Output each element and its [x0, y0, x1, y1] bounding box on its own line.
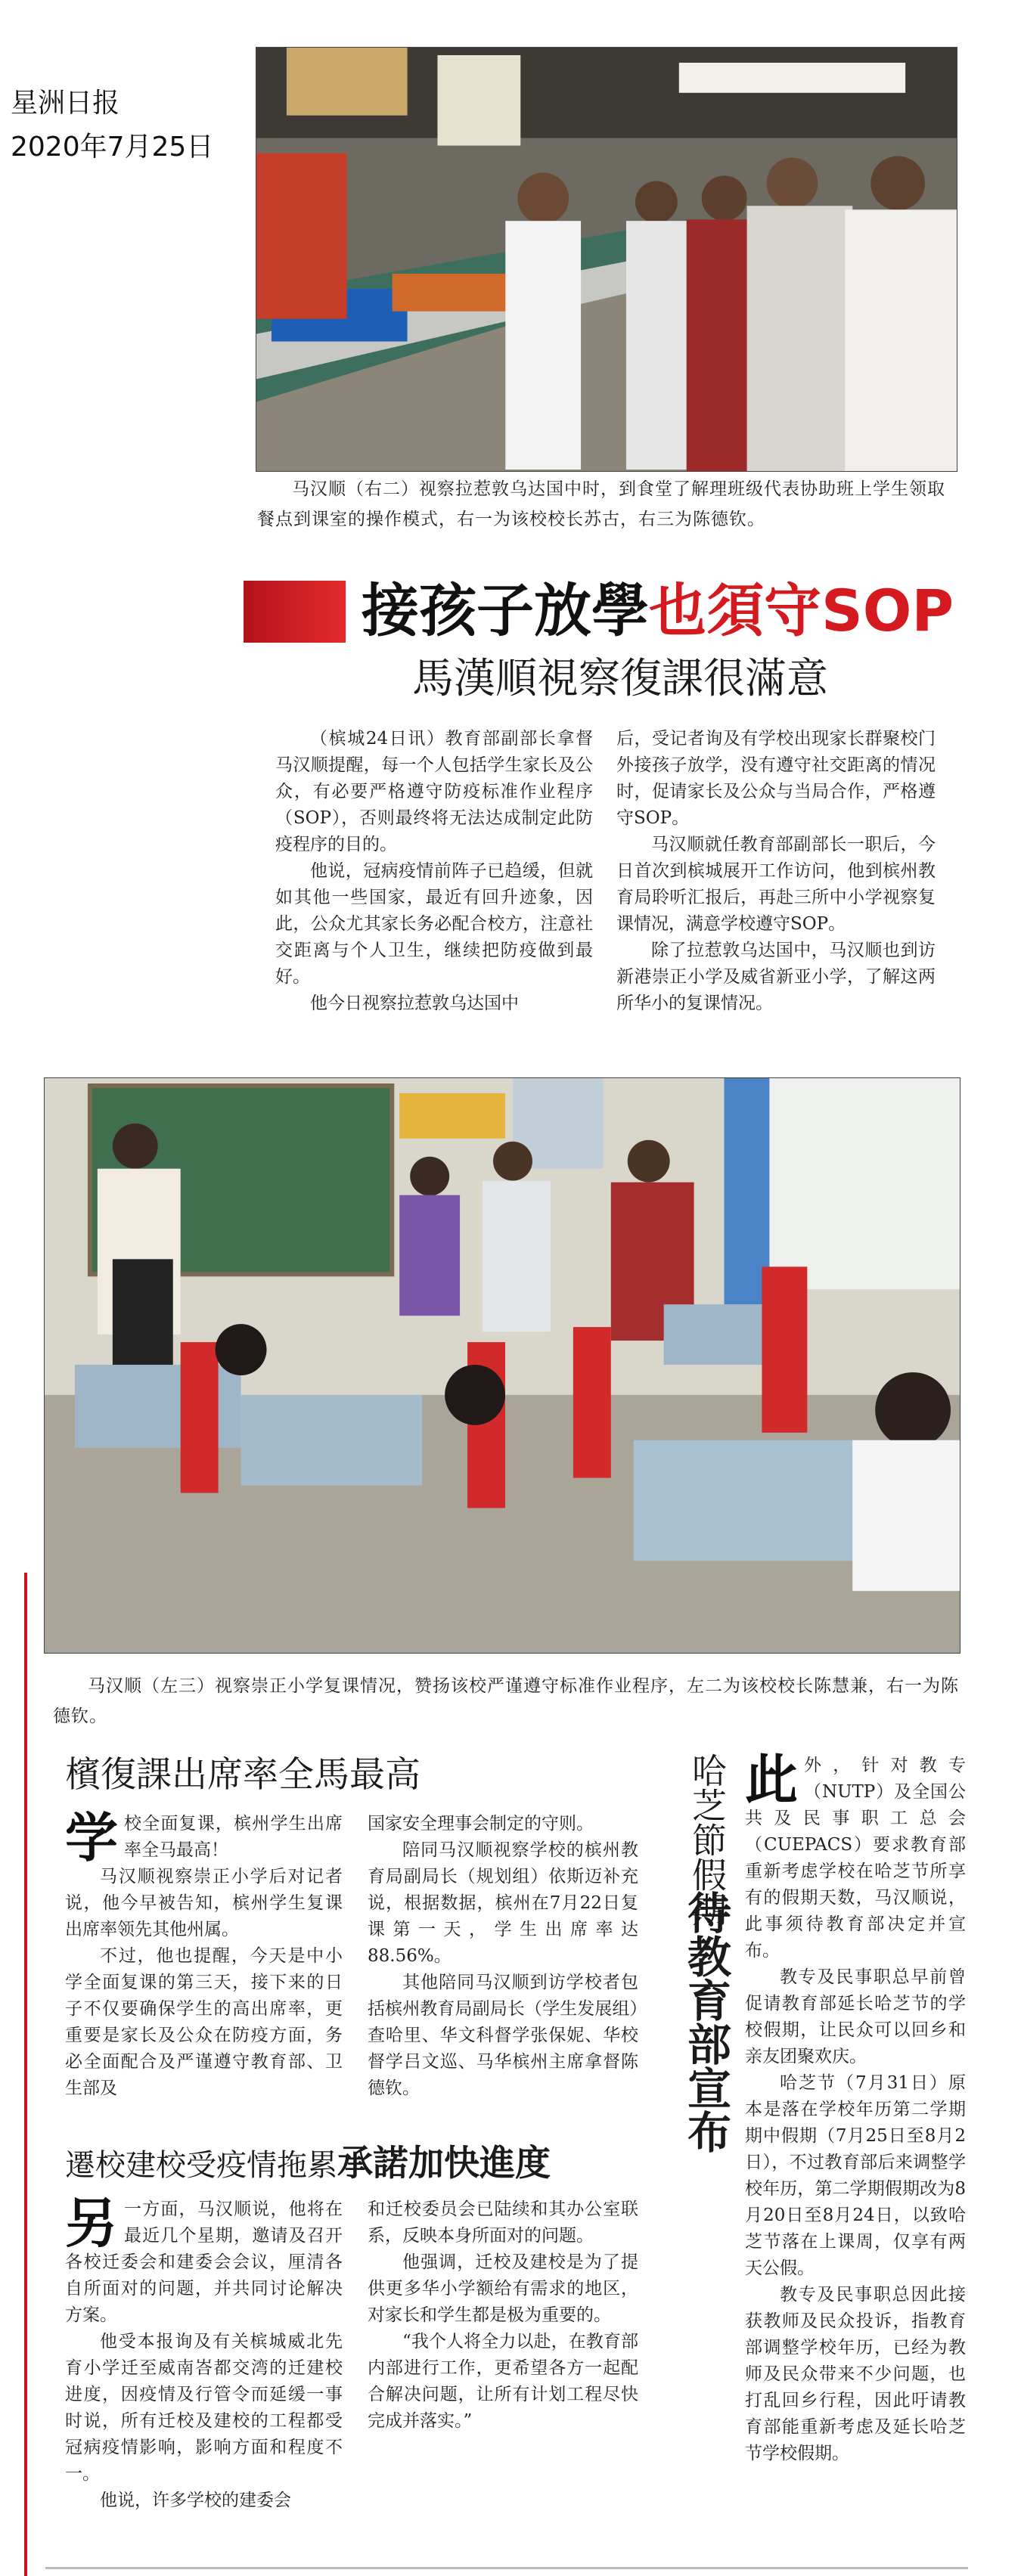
left-red-rule [24, 1573, 27, 2576]
top-photo-caption: 马汉顺（右二）视察拉惹敦乌达国中时，到食堂了解理班级代表协助班上学生领取餐点到课室的操作模式，右一为该校校长苏古，右三为陈德钦。 [257, 479, 945, 529]
masthead [11, 82, 237, 169]
paragraph: 他强调，迁校及建校是为了提供更多华小学额给有需求的地区，对家长和学生都是极为重要的。 [368, 2252, 638, 2325]
top-photo [256, 47, 957, 472]
paragraph: 和迁校委员会已陆续和其办公室联系，反映本身所面对的问题。 [368, 2199, 638, 2246]
section4-dropcap: 此 [745, 1749, 798, 1811]
section4-title-bold-wrap [681, 1890, 731, 2374]
section3-title-bold: 承諾加快進度 [337, 2143, 551, 2184]
paragraph: 马汉顺就任教育部副部长一职后，今日首次到槟城展开工作访问，他到槟州教育局聆听汇报后，再赴三所中小学视察复课情况，满意学校遵守SOP。 [616, 835, 936, 934]
paragraph: 除了拉惹敦乌达国中，马汉顺也到访新港崇正小学及威省新亚小学，了解这两所华小的复课情况。 [616, 941, 936, 1013]
headline-part2: 也須守SOP [649, 577, 954, 644]
section3-title [65, 2141, 640, 2188]
section4-title-bold: 待教育部宣布 [680, 1890, 731, 2153]
publication-date: 2020年7月25日 [11, 132, 214, 163]
paragraph: “我个人将全力以赴，在教育部内部进行工作，更希望各方一起配合解决问题，让所有计划工程尽快完成并落实。” [368, 2332, 638, 2431]
paragraph: 他今日视察拉惹敦乌达国中 [310, 994, 519, 1013]
subhead: 馬漢順視察復課很滿意 [412, 654, 829, 702]
section3-title-plain: 遷校建校受疫情拖累 [65, 2148, 337, 2183]
paragraph: （槟城24日讯）教育部副部长拿督马汉顺提醒，每一个人包括学生家长及公众，有必要严格遵守防疫标准作业程序（SOP），否则最终将无法达成制定此防疫程序的目的。 [275, 729, 593, 854]
bottom-rule [45, 2567, 968, 2569]
paragraph: 一方面，马汉顺说，他将在最近几个星期，邀请及召开各校迁委会和建委会会议，厘清各自所面对的问题，并共同讨论解决方案。 [65, 2199, 343, 2325]
paragraph: 教专及民事职总因此接获教师及民众投诉，指教育部调整学校年历，已经为教师及民众带来不少问题，也打乱回乡行程，因此吁请教育部能重新考虑及延长哈芝节学校假期。 [745, 2285, 966, 2463]
headline-part1: 接孩子放學 [362, 577, 649, 644]
section2-title: 檳復課出席率全馬最高 [65, 1754, 421, 1796]
paragraph: 校全面复课，槟州学生出席率全马最高！ [124, 1814, 343, 1860]
section3-col2 [368, 2196, 638, 2435]
paragraph: 教专及民事职总早前曾促请教育部延长哈芝节的学校假期，让民众可以回乡和亲友团聚欢庆。 [745, 1967, 966, 2066]
paper-name: 星洲日报 [11, 88, 120, 119]
paragraph: 国家安全理事会制定的守则。 [368, 1814, 594, 1834]
paragraph: 其他陪同马汉顺到访学校者包括槟州教育局副局长（学生发展组）查哈里、华文科督学张保妮、华校督学吕文巡、马华槟州主席拿督陈德钦。 [368, 1973, 638, 2098]
paragraph: 哈芝节（7月31日）原本是落在学校年历第二学期期中假期（7月25日至8月2日），不过教育部后来调整学校年历，第二学期假期改为8月20日至8月24日，以致哈芝节落在上课周，仅享有两天公假。 [745, 2073, 966, 2278]
article1-col2 [616, 726, 936, 1017]
paragraph: 陪同马汉顺视察学校的槟州教育局副局长（规划组）依斯迈补充说，根据数据，槟州在7月22日复课第一天，学生出席率达88.56%。 [368, 1840, 638, 1966]
class-photo [44, 1077, 960, 1654]
paragraph: 他说，许多学校的建委会 [100, 2491, 291, 2510]
paragraph: 他受本报询及有关槟城威北先育小学迁至威南峇都交湾的迁建校进度，因疫情及行管令而延缓一事时说，所有迁校及建校的工程都受冠病疫情影响，影响方面和程度不一。 [65, 2332, 343, 2484]
headline-red-bar [244, 581, 346, 643]
section3-dropcap: 另 [65, 2193, 118, 2255]
section4-col [745, 1749, 966, 2467]
article1-col1 [275, 726, 593, 1017]
section2-col2 [368, 1811, 638, 2102]
paragraph: 马汉顺视察崇正小学后对记者说，他今早被告知，槟州学生复课出席率领先其他州属。 [65, 1867, 343, 1939]
paragraph: 后，受记者询及有学校出现家长群聚校门外接孩子放学，没有遵守社交距离的情况时，促请家长及公众与当局合作，严格遵守SOP。 [616, 729, 936, 828]
section4-title-plain: 哈芝節假期 [687, 1753, 728, 1927]
paragraph: 外，针对教专（NUTP）及全国公共及民事职工总会（CUEPACS）要求教育部重新考虑学校在哈芝节所享有的假期天数，马汉顺说，此事须待教育部决定并宣布。 [745, 1756, 966, 1961]
section2-dropcap: 学 [65, 1807, 118, 1869]
section2-col1 [65, 1807, 343, 2102]
section3-col1 [65, 2193, 343, 2514]
paragraph: 不过，他也提醒，今天是中小学全面复课的第三天，接下来的日子不仅要确保学生的高出席率，更重要是家长及公众在防疫方面，务必全面配合及严谨遵守教育部、卫生部及 [65, 1946, 343, 2098]
headline [362, 575, 1012, 647]
paragraph: 他说，冠病疫情前阵子已趋缓，但就如其他一些国家，最近有回升迹象，因此，公众尤其家长务必配合校方，注意社交距离与个人卫生，继续把防疫做到最好。 [275, 861, 593, 987]
class-photo-caption: 马汉顺（左三）视察崇正小学复课情况，赞扬该校严谨遵守标准作业程序，左二为该校校长陈慧兼，右一为陈德钦。 [53, 1676, 959, 1726]
